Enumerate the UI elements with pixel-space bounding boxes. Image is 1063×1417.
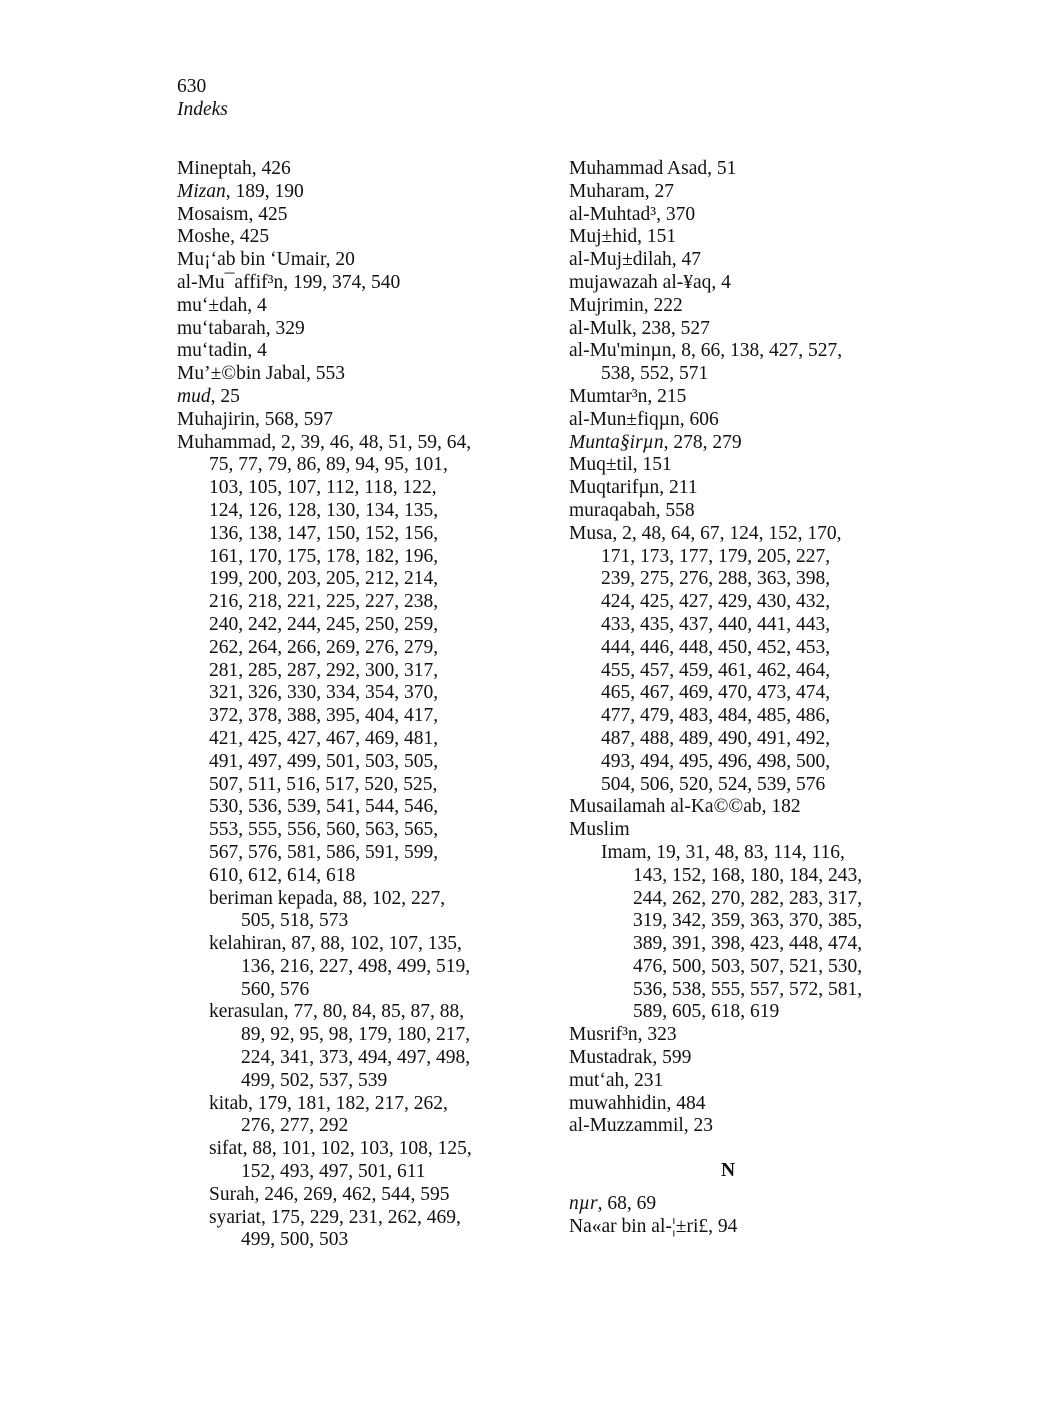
index-entry-continuation xyxy=(177,842,557,865)
index-text: 536, 538, 555, 557, 572, 581, xyxy=(633,978,863,1000)
index-entry xyxy=(569,1047,989,1070)
running-title: Indeks xyxy=(177,99,228,120)
index-text: 491, 497, 499, 501, 503, 505, xyxy=(209,750,439,772)
index-entry xyxy=(569,1216,989,1239)
index-entry xyxy=(177,295,557,318)
index-entry-continuation xyxy=(569,751,989,774)
index-entry-continuation xyxy=(569,1001,989,1024)
index-entry-continuation xyxy=(177,591,557,614)
index-entry-continuation xyxy=(569,546,989,569)
index-text: Muhajirin, 568, 597 xyxy=(177,408,333,430)
index-text: al-Muzzammil, 23 xyxy=(569,1115,714,1137)
index-text: 281, 285, 287, 292, 300, 317, xyxy=(209,659,439,681)
index-entry-continuation xyxy=(177,1138,557,1161)
index-text: Mujrimin, 222 xyxy=(569,294,683,316)
index-entry xyxy=(569,432,989,455)
index-text: beriman kepada, 88, 102, 227, xyxy=(209,887,446,909)
index-text: 240, 242, 244, 245, 250, 259, xyxy=(209,613,439,635)
index-entry xyxy=(569,1070,989,1093)
index-entry-continuation xyxy=(177,1229,557,1252)
index-entry xyxy=(569,454,989,477)
index-entry-continuation xyxy=(569,956,989,979)
index-entry-continuation xyxy=(177,774,557,797)
index-entry-continuation xyxy=(177,660,557,683)
index-entry-continuation xyxy=(569,705,989,728)
index-text: syariat, 175, 229, 231, 262, 469, xyxy=(209,1206,461,1228)
index-entry-continuation xyxy=(177,979,557,1002)
index-entries-m-continued xyxy=(569,158,989,1138)
index-entry xyxy=(177,318,557,341)
index-text: al-Muhtad³, 370 xyxy=(569,203,696,225)
index-entry-continuation xyxy=(177,865,557,888)
index-entry xyxy=(569,796,989,819)
index-text: Mu’±©bin Jabal, 553 xyxy=(177,363,345,385)
index-text: 143, 152, 168, 180, 184, 243, xyxy=(633,864,863,886)
index-entry-continuation xyxy=(569,888,989,911)
index-text: , 68, 69 xyxy=(597,1193,657,1215)
index-text: Musrif³n, 323 xyxy=(569,1024,677,1046)
index-text: 493, 494, 495, 496, 498, 500, xyxy=(601,750,831,772)
index-entry xyxy=(569,819,989,842)
index-entry xyxy=(177,158,557,181)
index-entry xyxy=(177,226,557,249)
index-text: 560, 576 xyxy=(241,978,310,1000)
index-entry-continuation xyxy=(569,910,989,933)
index-text: Muhammad Asad, 51 xyxy=(569,158,737,179)
index-entry xyxy=(569,477,989,500)
index-text: 499, 502, 537, 539 xyxy=(241,1069,388,1091)
index-text: Mosaism, 425 xyxy=(177,203,288,225)
index-text: kitab, 179, 181, 182, 217, 262, xyxy=(209,1092,448,1114)
index-entry-continuation xyxy=(177,1184,557,1207)
index-entry-continuation xyxy=(569,568,989,591)
index-text: 424, 425, 427, 429, 430, 432, xyxy=(601,591,831,613)
index-text: kerasulan, 77, 80, 84, 85, 87, 88, xyxy=(209,1001,465,1023)
index-text: 152, 493, 497, 501, 611 xyxy=(241,1161,426,1183)
index-text: Mustadrak, 599 xyxy=(569,1047,692,1069)
index-entry xyxy=(177,409,557,432)
index-entry xyxy=(569,523,989,546)
index-entry-continuation xyxy=(177,819,557,842)
index-term-italic: Munta§irµn xyxy=(569,431,664,453)
index-entry-continuation xyxy=(177,888,557,911)
index-entry-continuation xyxy=(177,682,557,705)
index-text: al-Mun±fiqµn, 606 xyxy=(569,408,719,430)
index-text: 171, 173, 177, 179, 205, 227, xyxy=(601,545,831,567)
index-text: 504, 506, 520, 524, 539, 576 xyxy=(601,773,826,795)
index-entry-continuation xyxy=(177,705,557,728)
index-text: Muharam, 27 xyxy=(569,180,675,202)
index-term-italic: Mizan xyxy=(177,180,226,202)
index-text: 477, 479, 483, 484, 485, 486, xyxy=(601,705,831,727)
index-entry xyxy=(177,204,557,227)
index-text: 505, 518, 573 xyxy=(241,910,349,932)
index-text: 262, 264, 266, 269, 276, 279, xyxy=(209,636,439,658)
index-text: Muslim xyxy=(569,819,630,841)
index-text: 89, 92, 95, 98, 179, 180, 217, xyxy=(241,1024,471,1046)
index-text: Muq±til, 151 xyxy=(569,454,672,476)
index-entry-continuation xyxy=(569,842,989,865)
index-entry-continuation xyxy=(569,591,989,614)
index-entry-continuation xyxy=(177,523,557,546)
index-column-left xyxy=(177,158,557,1252)
index-entry xyxy=(177,363,557,386)
index-text: 487, 488, 489, 490, 491, 492, xyxy=(601,727,831,749)
index-entry xyxy=(569,500,989,523)
index-text: al-Mu¯affif³n, 199, 374, 540 xyxy=(177,271,401,293)
index-text: 161, 170, 175, 178, 182, 196, xyxy=(209,545,439,567)
index-text: Muqtarifµn, 211 xyxy=(569,477,698,499)
index-entry-continuation xyxy=(177,728,557,751)
index-entry-continuation xyxy=(177,1024,557,1047)
index-text: Mineptah, 426 xyxy=(177,158,291,179)
index-entry xyxy=(569,1115,989,1138)
index-entry-continuation xyxy=(569,660,989,683)
index-text: 199, 200, 203, 205, 212, 214, xyxy=(209,568,439,590)
index-text: 530, 536, 539, 541, 544, 546, xyxy=(209,796,439,818)
index-text: 136, 216, 227, 498, 499, 519, xyxy=(241,955,471,977)
index-text: 244, 262, 270, 282, 283, 317, xyxy=(633,887,863,909)
index-text: mu‘tabarah, 329 xyxy=(177,317,305,339)
index-entry-continuation xyxy=(569,363,989,386)
index-entry xyxy=(177,386,557,409)
index-text: 389, 391, 398, 423, 448, 474, xyxy=(633,933,863,955)
index-text: 103, 105, 107, 112, 118, 122, xyxy=(209,477,437,499)
index-text: Imam, 19, 31, 48, 83, 114, 116, xyxy=(601,841,845,863)
index-text: 567, 576, 581, 586, 591, 599, xyxy=(209,841,439,863)
index-entry-continuation xyxy=(569,979,989,1002)
index-entry xyxy=(569,386,989,409)
index-entry xyxy=(177,432,557,455)
index-column-right xyxy=(569,158,989,1239)
index-text: , 278, 279 xyxy=(663,431,742,453)
index-entry-continuation xyxy=(569,865,989,888)
index-text: 216, 218, 221, 225, 227, 238, xyxy=(209,591,439,613)
index-text: 276, 277, 292 xyxy=(241,1115,349,1137)
index-entry-continuation xyxy=(569,728,989,751)
index-entry xyxy=(177,272,557,295)
index-entry-continuation xyxy=(569,774,989,797)
index-text: 421, 425, 427, 467, 469, 481, xyxy=(209,727,439,749)
index-text: 610, 612, 614, 618 xyxy=(209,864,356,886)
index-text: 433, 435, 437, 440, 441, 443, xyxy=(601,613,831,635)
index-entry xyxy=(569,409,989,432)
index-entry-continuation xyxy=(177,1207,557,1230)
index-entry xyxy=(569,226,989,249)
index-entry-continuation xyxy=(569,637,989,660)
index-entry-continuation xyxy=(177,500,557,523)
index-text: , 189, 190 xyxy=(225,180,304,202)
index-text: al-Mu'minµn, 8, 66, 138, 427, 527, xyxy=(569,340,843,362)
index-text: 455, 457, 459, 461, 462, 464, xyxy=(601,659,831,681)
index-entry-continuation xyxy=(177,614,557,637)
index-entry xyxy=(177,181,557,204)
index-text: 75, 77, 79, 86, 89, 94, 95, 101, xyxy=(209,454,448,476)
index-entry xyxy=(569,318,989,341)
index-text: mu‘±dah, 4 xyxy=(177,294,267,316)
index-text: 239, 275, 276, 288, 363, 398, xyxy=(601,568,831,590)
index-text: 136, 138, 147, 150, 152, 156, xyxy=(209,522,439,544)
index-text: mu‘tadin, 4 xyxy=(177,340,267,362)
index-text: 124, 126, 128, 130, 134, 135, xyxy=(209,499,439,521)
index-text: 499, 500, 503 xyxy=(241,1229,349,1251)
index-text: Moshe, 425 xyxy=(177,226,270,248)
index-text: mujawazah al-¥aq, 4 xyxy=(569,271,731,293)
index-entry-continuation xyxy=(177,796,557,819)
index-text: 476, 500, 503, 507, 521, 530, xyxy=(633,955,863,977)
index-text: Musa, 2, 48, 64, 67, 124, 152, 170, xyxy=(569,522,842,544)
index-entries-n xyxy=(569,1193,989,1239)
index-entry xyxy=(569,272,989,295)
index-entry xyxy=(569,1024,989,1047)
index-text: 319, 342, 359, 363, 370, 385, xyxy=(633,910,863,932)
index-entry xyxy=(569,340,989,363)
index-entry-continuation xyxy=(177,477,557,500)
index-text: 321, 326, 330, 334, 354, 370, xyxy=(209,682,439,704)
index-text: 538, 552, 571 xyxy=(601,363,709,385)
index-entry-continuation xyxy=(177,1047,557,1070)
index-text: 372, 378, 388, 395, 404, 417, xyxy=(209,705,439,727)
index-entry xyxy=(569,181,989,204)
index-text: 465, 467, 469, 470, 473, 474, xyxy=(601,682,831,704)
index-text: 224, 341, 373, 494, 497, 498, xyxy=(241,1047,471,1069)
index-entry-continuation xyxy=(177,1093,557,1116)
index-text: al-Muj±dilah, 47 xyxy=(569,249,702,271)
index-entry-continuation xyxy=(177,1115,557,1138)
section-heading-n: N xyxy=(720,1160,736,1182)
index-entry xyxy=(569,1093,989,1116)
index-text: al-Mulk, 238, 527 xyxy=(569,317,710,339)
index-entry-continuation xyxy=(177,1161,557,1184)
index-entry-continuation xyxy=(177,637,557,660)
index-entry-continuation xyxy=(177,933,557,956)
index-text: kelahiran, 87, 88, 102, 107, 135, xyxy=(209,933,462,955)
index-text: Mumtar³n, 215 xyxy=(569,385,687,407)
index-entry-continuation xyxy=(177,568,557,591)
index-entry xyxy=(569,1193,989,1216)
index-term-italic: mud xyxy=(177,385,211,407)
index-term-italic: nµr xyxy=(569,1193,598,1215)
index-text: sifat, 88, 101, 102, 103, 108, 125, xyxy=(209,1138,472,1160)
index-entry-continuation xyxy=(177,1070,557,1093)
index-entry xyxy=(569,295,989,318)
index-entry-continuation xyxy=(177,546,557,569)
index-text: Muj±hid, 151 xyxy=(569,226,677,248)
page-header xyxy=(177,75,228,121)
index-text: Na«ar bin al-¦±ri£, 94 xyxy=(569,1215,738,1237)
index-entry xyxy=(569,249,989,272)
index-entry xyxy=(177,340,557,363)
index-text: 507, 511, 516, 517, 520, 525, xyxy=(209,773,438,795)
index-entry xyxy=(569,204,989,227)
index-entry-continuation xyxy=(177,751,557,774)
index-entry-continuation xyxy=(177,956,557,979)
index-entry-continuation xyxy=(569,933,989,956)
index-text: 589, 605, 618, 619 xyxy=(633,1001,780,1023)
index-text: Surah, 246, 269, 462, 544, 595 xyxy=(209,1183,450,1205)
index-text: Musailamah al-Ka©©ab, 182 xyxy=(569,796,801,818)
page-number: 630 xyxy=(177,76,207,97)
index-text: muwahhidin, 484 xyxy=(569,1092,706,1114)
index-entry-continuation xyxy=(177,454,557,477)
index-entry-continuation xyxy=(177,1001,557,1024)
index-entry xyxy=(569,158,989,181)
index-entry-continuation xyxy=(569,614,989,637)
index-text: muraqabah, 558 xyxy=(569,499,695,521)
index-text: mut‘ah, 231 xyxy=(569,1069,664,1091)
index-text: 444, 446, 448, 450, 452, 453, xyxy=(601,636,831,658)
index-text: Muhammad, 2, 39, 46, 48, 51, 59, 64, xyxy=(177,431,472,453)
index-text: Mu¡‘ab bin ‘Umair, 20 xyxy=(177,249,355,271)
index-text: 553, 555, 556, 560, 563, 565, xyxy=(209,819,439,841)
index-entry-continuation xyxy=(177,910,557,933)
index-entry xyxy=(177,249,557,272)
index-entry-continuation xyxy=(569,682,989,705)
index-text: , 25 xyxy=(210,385,240,407)
